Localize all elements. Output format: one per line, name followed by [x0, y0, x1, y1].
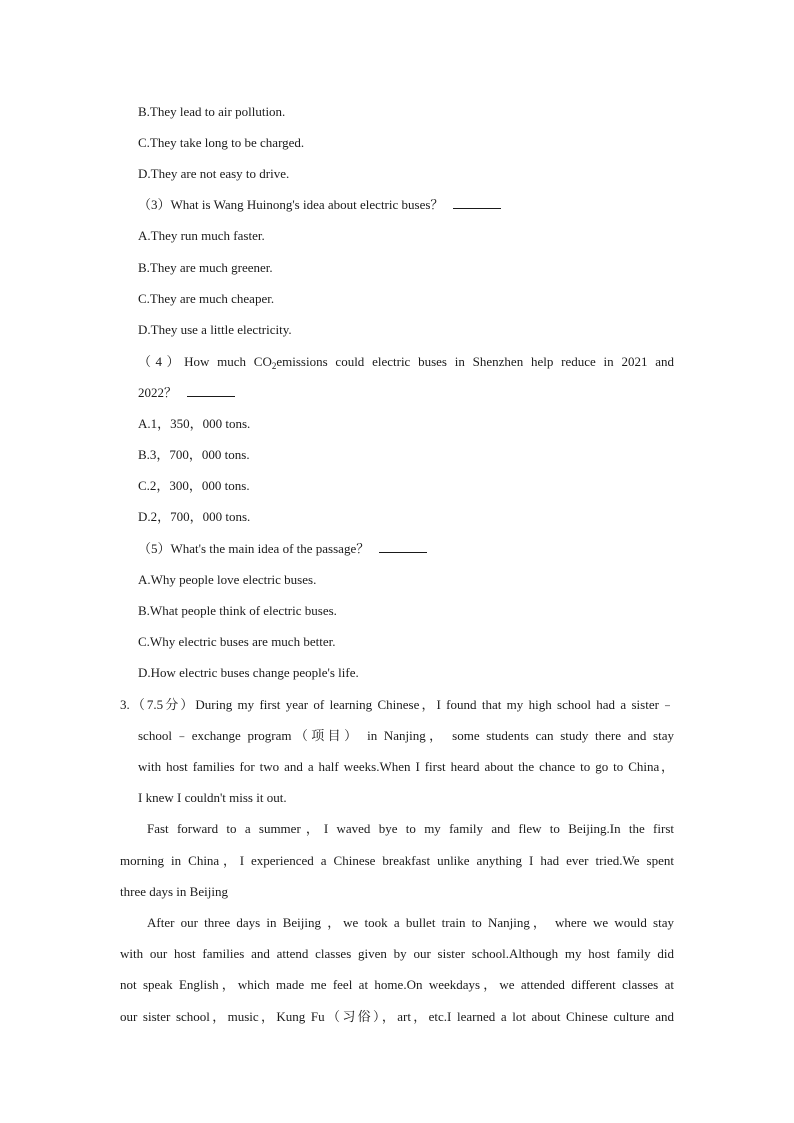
- q5-stem: [138, 540, 427, 558]
- q4-option-c: C.2，300，000 tons.: [138, 478, 250, 493]
- passage3-line-8: After our three days in Beijing ，we took a bullet train to Nanjing， where we would stay: [147, 915, 674, 930]
- q4-stem: [138, 353, 674, 375]
- passage3-line-9: with our host families and attend classes given by our sister school.Although my host family did: [120, 946, 674, 961]
- q3-answer-blank: [453, 196, 501, 209]
- passage3-line-4: I knew I couldn't miss it out.: [138, 790, 287, 805]
- passage3-line-3: with host families for two and a half weeks.When I first heard about the chance to go to China，: [138, 759, 674, 774]
- q4-stem-line2-text: 2022？: [138, 385, 178, 400]
- q5-option-c: C.Why electric buses are much better.: [138, 634, 336, 649]
- q5-stem-text: （5）What's the main idea of the passage？: [138, 541, 370, 556]
- q2-option-b: B.They lead to air pollution.: [138, 104, 286, 119]
- q3-option-c: C.They are much cheaper.: [138, 291, 275, 306]
- q4-stem-pre: （4）How much CO: [138, 354, 272, 369]
- q4-option-b: B.3，700，000 tons.: [138, 447, 250, 462]
- q4-answer-blank: [187, 384, 235, 397]
- q5-answer-blank: [379, 540, 427, 553]
- passage3-line-6: morning in China，I experienced a Chinese breakfast unlike anything I had ever tried.We spent: [120, 853, 674, 868]
- q3-stem: [138, 196, 501, 214]
- q3-option-a: A.They run much faster.: [138, 228, 265, 243]
- q3-stem-text: （3）What is Wang Huinong's idea about electric buses？: [138, 197, 444, 212]
- q5-option-a: A.Why people love electric buses.: [138, 572, 317, 587]
- q3-option-b: B.They are much greener.: [138, 260, 273, 275]
- passage3-line-2: school﹣exchange program（项目） in Nanjing， some students can study there and stay: [138, 728, 674, 743]
- q2-option-d: D.They are not easy to drive.: [138, 166, 290, 181]
- q5-option-b: B.What people think of electric buses.: [138, 603, 337, 618]
- passage3-line-7: three days in Beijing: [120, 884, 228, 899]
- q4-option-d: D.2，700，000 tons.: [138, 509, 251, 524]
- q4-stem-post: emissions could electric buses in Shenzhen help reduce in 2021 and: [276, 354, 674, 369]
- q4-option-a: A.1，350，000 tons.: [138, 416, 251, 431]
- q3-option-d: D.They use a little electricity.: [138, 322, 292, 337]
- passage3-line-10: not speak English，which made me feel at home.On weekdays，we attended different classes at: [120, 977, 674, 992]
- q5-option-d: D.How electric buses change people's life.: [138, 665, 359, 680]
- q4-stem-line2: [138, 384, 235, 402]
- q2-option-c: C.They take long to be charged.: [138, 135, 305, 150]
- passage3-line-1: 3.（7.5分）During my first year of learning Chinese，I found that my high school had a sister﹣: [120, 697, 674, 712]
- passage3-line-5: Fast forward to a summer，I waved bye to my family and flew to Beijing.In the first: [147, 821, 674, 836]
- q4-stem-sub: 2: [271, 361, 277, 371]
- passage3-line-11: our sister school，music，Kung Fu（习俗），art，etc.I learned a lot about Chinese culture and: [120, 1009, 674, 1024]
